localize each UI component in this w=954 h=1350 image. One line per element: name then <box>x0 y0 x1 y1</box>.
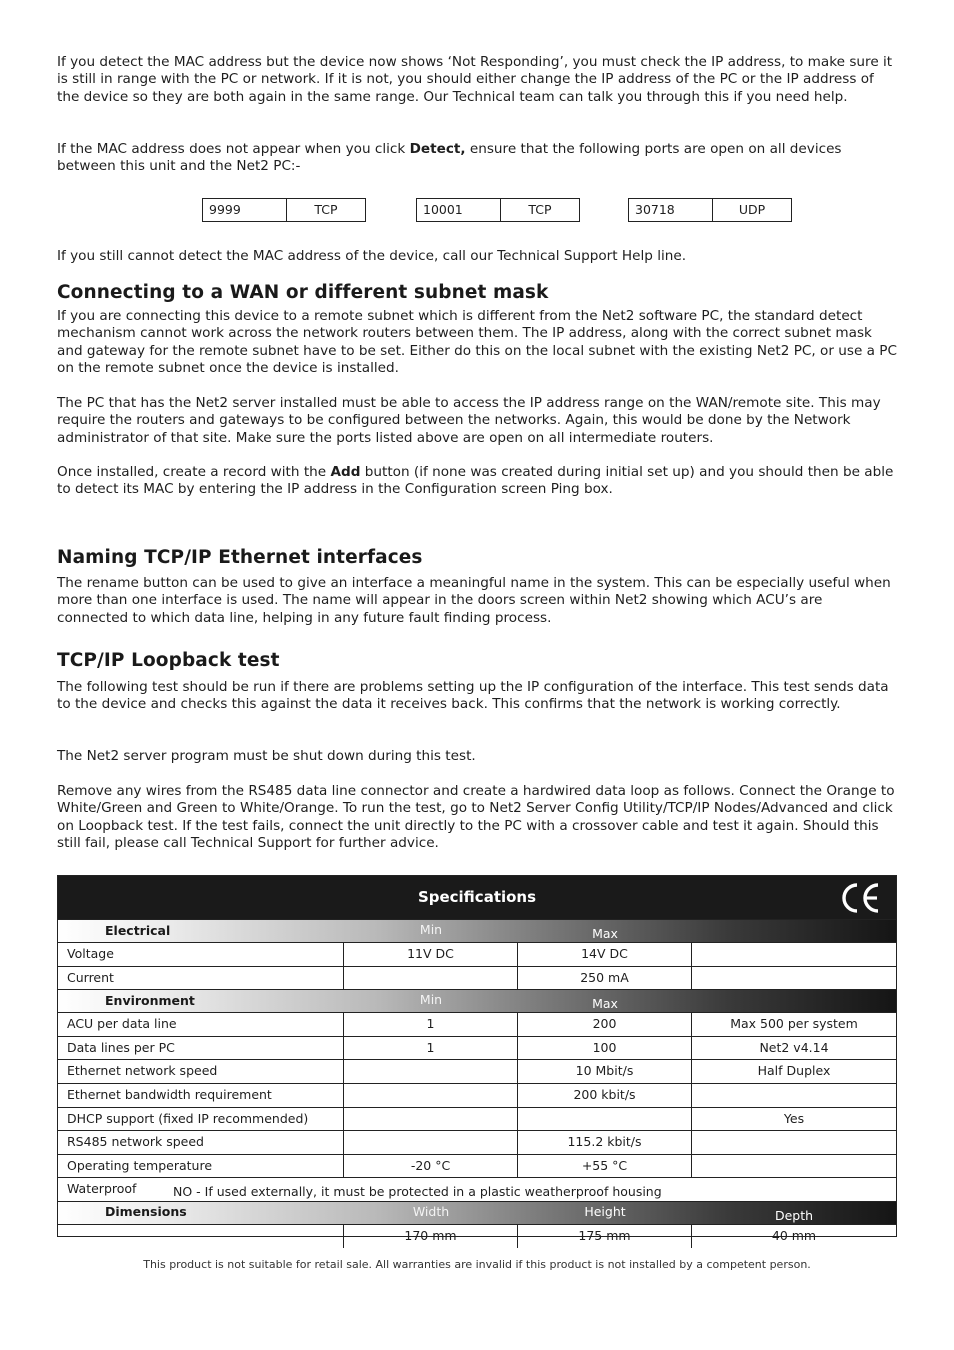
ports-list <box>57 198 897 224</box>
electrical-band: Electrical Min Max <box>58 919 896 942</box>
intro-paragraph-3: If you still cannot detect the MAC address of the device, call our Technical Support Help line. <box>57 248 687 264</box>
table-row: Ethernet bandwidth requirement 200 kbit/s <box>58 1083 896 1107</box>
loopback-heading: TCP/IP Loopback test <box>57 650 280 671</box>
dimensions-band: Dimensions Width Height Depth <box>58 1201 896 1224</box>
waterproof-label: Waterproof <box>67 1181 137 1197</box>
port-protocol: TCP <box>314 202 338 217</box>
ce-mark-icon <box>840 882 882 914</box>
wan-paragraph-1: If you are connecting this device to a remote subnet which is different from the Net2 software PC, the standard detect mechanism cannot work across the network routers between them. The IP address, along with the correct subnet mask and gateway for the remote subnet have to be set. Either do this on the local subnet with the existing Net2 PC, or use a PC on the remote subnet once the device is installed. <box>57 308 897 377</box>
specifications-table <box>57 875 897 1243</box>
naming-heading: Naming TCP/IP Ethernet interfaces <box>57 547 423 568</box>
loopback-paragraph-3: Remove any wires from the RS485 data line connector and create a hardwired data loop as follows. Connect the Orange to White/Green and Green to White/Orange. To run the test, go to Net2 Server Config Utility/TCP/IP Nodes/Advanced and click on Loopback test. If the test fails, connect the unit directly to the PC with a crossover cable and test it again. Should this still fail, please call Technical Support for further advice. <box>57 783 895 852</box>
footer-disclaimer: This product is not suitable for retail sale. All warranties are invalid if this product is not installed by a competent person. <box>143 1258 811 1271</box>
specifications-title: Specifications <box>417 888 537 906</box>
naming-paragraph: The rename button can be used to give an interface a meaningful name in the system. This can be especially useful when more than one interface is used. The name will appear in the doors screen within Net2 showing which ACU’s are connected to which data line, helping in any future fault finding process. <box>57 575 891 626</box>
table-row: DHCP support (fixed IP recommended) Yes <box>58 1107 896 1131</box>
specifications-header <box>58 876 896 919</box>
port-number: 9999 <box>203 199 287 221</box>
waterproof-note: NO - If used externally, it must be protected in a plastic weatherproof housing <box>173 1184 662 1200</box>
port-protocol: TCP <box>528 202 552 217</box>
table-row: ACU per data line 1 200 Max 500 per system <box>58 1012 896 1036</box>
intro-paragraph-1: If you detect the MAC address but the device now shows ‘Not Responding’, you must check the IP address, to make sure it is still in range with the PC or network. If it is not, you should either change the IP address of the PC or the IP address of the device so they are both again in the same range. Our Technical team can talk you through this if you need help. <box>57 54 893 105</box>
add-bold: Add <box>330 464 361 480</box>
table-row: Voltage 11V DC 14V DC <box>58 942 896 966</box>
table-row: Ethernet network speed 10 Mbit/s Half Duplex <box>58 1059 896 1083</box>
wan-heading: Connecting to a WAN or different subnet mask <box>57 282 549 303</box>
port-box <box>202 198 366 222</box>
table-row: Current 250 mA <box>58 966 896 990</box>
port-box <box>416 198 580 222</box>
port-number: 30718 <box>629 199 713 221</box>
port-box <box>628 198 792 222</box>
wan-paragraph-2: The PC that has the Net2 server installed must be able to access the IP address range on the WAN/remote site. This may require the routers and gateways to be configured between the networks. Again, this would be done by the Network administrator of that site. Make sure the ports listed above are open on all intermediate routers. <box>57 395 881 446</box>
table-row: Data lines per PC 1 100 Net2 v4.14 <box>58 1036 896 1060</box>
table-row: Operating temperature -20 °C +55 °C <box>58 1154 896 1178</box>
loopback-paragraph-2: The Net2 server program must be shut down during this test. <box>57 748 476 764</box>
table-row: 170 mm 175 mm 40 mm <box>58 1224 896 1248</box>
environment-band: Environment Min Max <box>58 989 896 1012</box>
wan-paragraph-3: Once installed, create a record with the Add button (if none was created during initial set up) and you should then be able to detect its MAC by entering the IP address in the Configuration screen Ping box. <box>57 464 894 498</box>
intro-paragraph-2: If the MAC address does not appear when you click Detect, ensure that the following ports are open on all devices between this unit and the Net2 PC:- <box>57 141 842 175</box>
loopback-paragraph-1: The following test should be run if there are problems setting up the IP configuration of the interface. This test sends data to the device and checks this against the data it receives back. This confirms that the network is working correctly. <box>57 679 889 713</box>
detect-bold: Detect, <box>409 141 466 157</box>
waterproof-row <box>58 1177 896 1201</box>
port-protocol: UDP <box>738 202 766 217</box>
table-row: RS485 network speed 115.2 kbit/s <box>58 1130 896 1154</box>
port-number: 10001 <box>417 199 501 221</box>
